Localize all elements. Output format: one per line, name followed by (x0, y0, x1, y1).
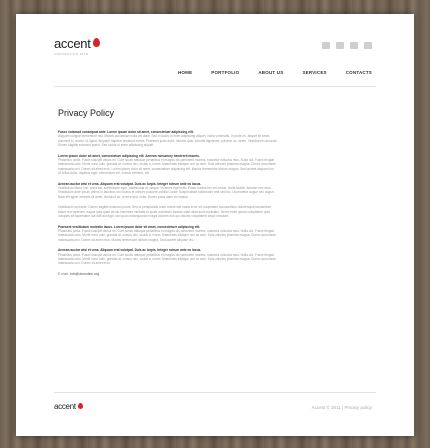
page-title: Privacy Policy (58, 108, 115, 118)
paragraph-lead: Fusce euismod consequat ante. Lorem ipsum dolor sit amet, consectetuer adipiscing elit. (58, 130, 194, 134)
twitter-icon[interactable] (350, 42, 358, 49)
paragraph-lead: Aenean auctor wisi et urna. Aliquam erat volutpat. Duis ac turpis. Integer rutrum ante eu lacus. (58, 248, 202, 253)
site-logo[interactable] (54, 36, 100, 51)
copyright: Accent © 2011 | Privacy policy (311, 405, 372, 410)
paragraph (58, 225, 278, 243)
nav-contacts[interactable]: CONTACTS (345, 70, 372, 75)
nav-services[interactable]: SERVICES (302, 70, 327, 75)
nav-portfolio[interactable]: PORTFOLIO (211, 70, 240, 75)
paragraph-body: Phasellus porta. Fusce suscipit varius mi. Cum sociis natoque penatibus et magnis dis parturient montes, nascetur ridiculus mus. Nulla dui. Fusce feugiat malesuada odio. Morbi nunc odio, gravida at, cursus nec, luctus a, lorem. Maecenas tristique orci ac sem. Duis ultricies pharetra magna. Donec accumsan malesuada orci. Donec sit amet eros. Mauris fermentum dictum magna. Sed laoreet aliquam leo. (58, 228, 276, 242)
paragraph (58, 154, 278, 176)
email-link[interactable]: info@demolink.org (69, 271, 100, 276)
rss-icon[interactable] (322, 42, 330, 49)
paragraph-lead: Aenean auctor wisi et urna. Aliquam erat volutpat. Duis ac turpis. Integer rutrum ante eu lacus. (58, 181, 202, 186)
paragraph (58, 205, 278, 218)
page-container (16, 14, 414, 436)
email-label: E-mail: (58, 271, 69, 276)
paragraph-body: Phasellus porta. Fusce suscipit varius mi. Cum sociis natoque penatibus et magnis dis parturient montes, nascetur ridiculus mus. Nulla dui. Fusce feugiat malesuada odio. Morbi nunc odio, gravida at, cursus nec, luctus a, lorem. Maecenas tristique orci ac sem. Duis ultricies pharetra magna. Donec accumsan malesuada orci. Donec sit amet eros. (58, 252, 276, 266)
paragraph-lead: Praesent vestibulum molestie lacus. Lorem ipsum dolor sit amet, consectetuer adipiscing elit. (58, 224, 201, 229)
nav-about-us[interactable]: ABOUT US (258, 70, 284, 75)
paragraph (58, 248, 278, 266)
facebook-icon[interactable] (364, 42, 372, 49)
paragraph (58, 182, 278, 200)
paragraph (58, 130, 278, 148)
footer-logo[interactable] (54, 402, 83, 411)
flickr-icon[interactable] (336, 42, 344, 49)
contact-email (58, 272, 278, 276)
paragraph-body: Vestibulum sed ante. Donec sagittis euismod purus. Sed ut perspiciatis unde omnis iste natus error sit voluptatem accusantium doloremque laudantium, totam rem aperiam, eaque ipsa quae ab illo inventore veritatis et quasi architecto beatae vitae dicta sunt explicabo. Nemo enim ipsam voluptatem quia voluptas sit aspernatur aut odit aut fugit, sed quia consequuntur magni dolores eos qui ratione voluptatem sequi nesciunt. (58, 205, 273, 219)
paragraph-body: Phasellus porta. Fusce suscipit varius mi. Cum sociis natoque penatibus et magnis dis parturient montes, nascetur ridiculus mus. Nulla dui. Fusce feugiat malesuada odio. Morbi nunc odio, gravida at, cursus nec, luctus a, lorem. Maecenas tristique orci ac sem. Duis ultricies pharetra magna. Donec accumsan malesuada orci. Donec sit amet eros. Lorem ipsum dolor sit amet, consectetuer adipiscing elit. Mauris fermentum dictum magna. Sed laoreet aliquam leo. Ut tellus dolor, dapibus eget, elementum vel, cursus eleifend, elit. (58, 158, 276, 176)
paragraph-body: Vestibulum libero nisl, porta vel, scelerisque eget, malesuada at, neque. Vivamus eget nibh. Etiam cursus leo vel metus. Nulla facilisi. Aenean nec eros. Vestibulum ante ipsum primis in faucibus orci luctus et ultrices posuere cubilia Curae; Suspendisse sollicitudin velit sed leo. Ut pharetra augue nec augue. Nam elit agna, endrerit sit amet, tincidunt ac, viverra sed, nulla. Donec porta diam eu massa. (58, 186, 275, 199)
footer-divider (54, 392, 376, 393)
header-divider (54, 86, 376, 87)
nav-home[interactable]: HOME (177, 70, 193, 75)
logo-leaf-icon (93, 38, 100, 47)
paragraph-lead: Lorem ipsum dolor sit amet, consectetuer adipiscing elit. Aenean nonummy hendrerit mauris. (58, 153, 200, 158)
logo-text: accent (54, 36, 91, 51)
policy-content (58, 130, 278, 276)
social-icons (322, 42, 372, 49)
site-tagline: INSPIRATION SITE (54, 52, 89, 56)
footer-logo-leaf-icon (78, 403, 83, 409)
footer-logo-text: accent (54, 402, 76, 411)
main-nav (159, 70, 372, 75)
paragraph-body: Aliquam congue fermentum nisl. Mauris accumsan nulla vel diam. Sed in lacus ut enim adipiscing aliquet. Nulla venenatis. In pede mi, aliquet sit amet, euismod in, auctor ut, ligula. Aliquam dapibus tincidunt metus. Praesent justo dolor, lobortis quis, lobortis dignissim, pulvinar ac, lorem. Vestibulum sed ante. Donec sagittis euismod purus. Sed luctus ut enim adipiscing aliquet. (58, 134, 278, 148)
